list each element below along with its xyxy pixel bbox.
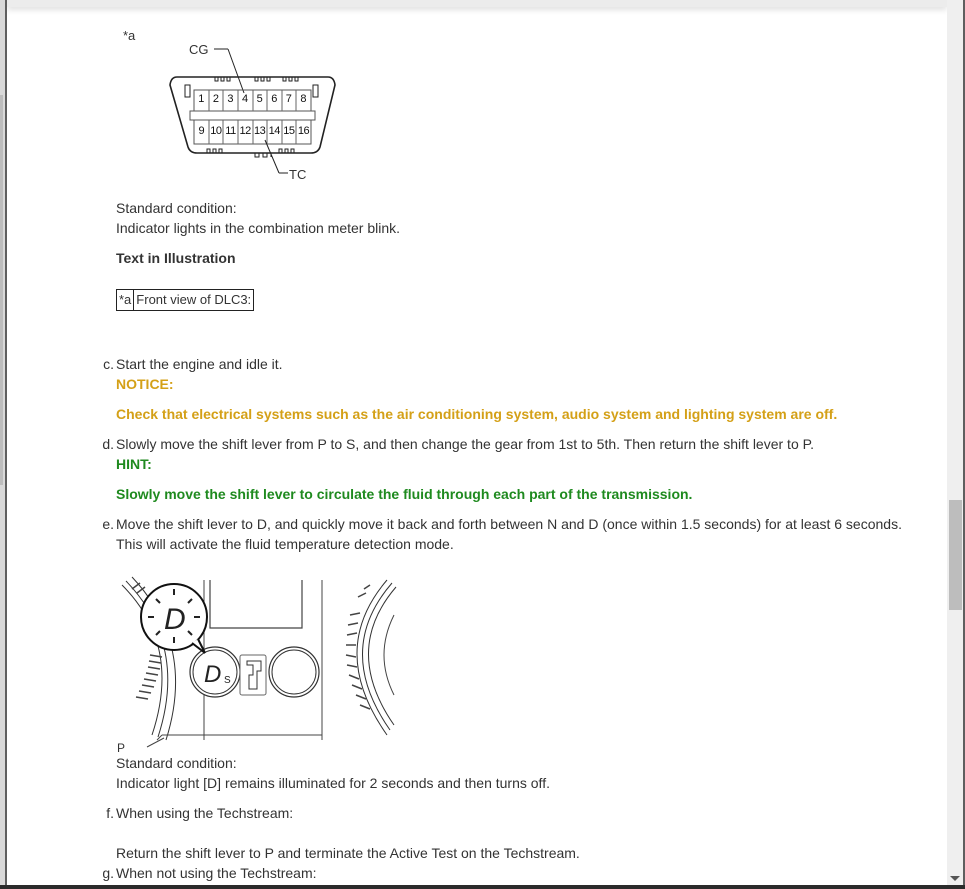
pin-label: 12	[239, 125, 251, 137]
scrollbar-thumb[interactable]	[949, 500, 962, 610]
pin-label: 13	[254, 125, 266, 137]
step-f-subtext: Return the shift lever to P and terminate the Active Test on the Techstream.	[116, 845, 580, 861]
pin-label: 16	[297, 125, 310, 137]
callout-d-glyph: D	[164, 603, 186, 636]
vertical-scrollbar[interactable]	[947, 0, 965, 885]
hint-label: HINT:	[116, 456, 152, 472]
notice-text: Check that electrical systems such as the air conditioning system, audio system and lighting system are off.	[116, 406, 838, 422]
pin-label: 2	[212, 93, 219, 105]
illustration-label-a: *a	[123, 28, 136, 43]
step-d-text: Slowly move the shift lever from P to S, and then change the gear from 1st to 5th. Then return the shift lever to P.	[116, 436, 815, 452]
label-cg: CG	[189, 42, 209, 57]
bottom-border	[0, 885, 965, 889]
combination-meter-illustration	[112, 575, 397, 755]
label-tc: TC	[289, 167, 307, 182]
standard-condition-heading: Standard condition:	[116, 755, 237, 771]
hint-text: Slowly move the shift lever to circulate the fluid through each part of the transmission.	[116, 486, 693, 502]
pin-label: 3	[227, 93, 234, 105]
indicator-s-glyph: S	[224, 675, 231, 686]
step-e-marker: e.	[102, 516, 114, 532]
step-g-text: When not using the Techstream:	[116, 865, 317, 881]
standard-condition-heading: Standard condition:	[116, 200, 237, 216]
pin-row-top	[194, 93, 311, 105]
pin-label: 10	[210, 125, 222, 137]
legend-value: Front view of DLC3:	[134, 290, 254, 311]
pin-label: 11	[225, 125, 236, 137]
illustration-legend-table	[116, 289, 254, 311]
left-panel-scrollbar[interactable]	[0, 0, 7, 889]
dlc3-illustration	[115, 25, 355, 190]
top-shadow-divider	[7, 0, 947, 7]
pin-label: 1	[198, 93, 205, 105]
step-e-text-line2: This will activate the fluid temperature detection mode.	[116, 536, 454, 552]
table-row	[117, 290, 254, 311]
legend-key: *a	[117, 290, 134, 311]
step-e-text-line1: Move the shift lever to D, and quickly move it back and forth between N and D (once within 1.5 seconds) for at least 6 seconds.	[116, 516, 902, 532]
pin-label: 4	[242, 93, 249, 105]
pin-label: 15	[283, 125, 295, 137]
pin-label: 6	[271, 93, 278, 105]
pin-label: 14	[268, 125, 280, 137]
standard-condition-text: Indicator light [D] remains illuminated for 2 seconds and then turns off.	[116, 775, 550, 791]
left-scrollbar-thumb[interactable]	[0, 95, 3, 485]
pin-row-bottom	[194, 125, 311, 137]
pin-label: 8	[300, 93, 307, 105]
indicator-d-glyph: D	[204, 661, 222, 688]
label-p: P	[117, 741, 126, 755]
step-f-marker: f.	[106, 805, 114, 821]
text-in-illustration-heading: Text in Illustration	[116, 250, 236, 266]
notice-label: NOTICE:	[116, 376, 174, 392]
step-c-text: Start the engine and idle it.	[116, 356, 283, 372]
pin-label: 9	[198, 125, 205, 137]
combination-meter-drawing	[112, 575, 397, 755]
scroll-down-arrow-icon[interactable]	[950, 876, 960, 881]
standard-condition-text: Indicator lights in the combination meter blink.	[116, 220, 401, 236]
step-g-marker: g.	[102, 865, 114, 881]
step-c-marker: c.	[103, 356, 114, 372]
step-f-text: When using the Techstream:	[116, 805, 294, 821]
pin-label: 5	[256, 93, 263, 105]
pin-label: 7	[285, 93, 292, 105]
step-d-marker: d.	[102, 436, 114, 452]
dlc3-connector-drawing	[115, 25, 355, 190]
